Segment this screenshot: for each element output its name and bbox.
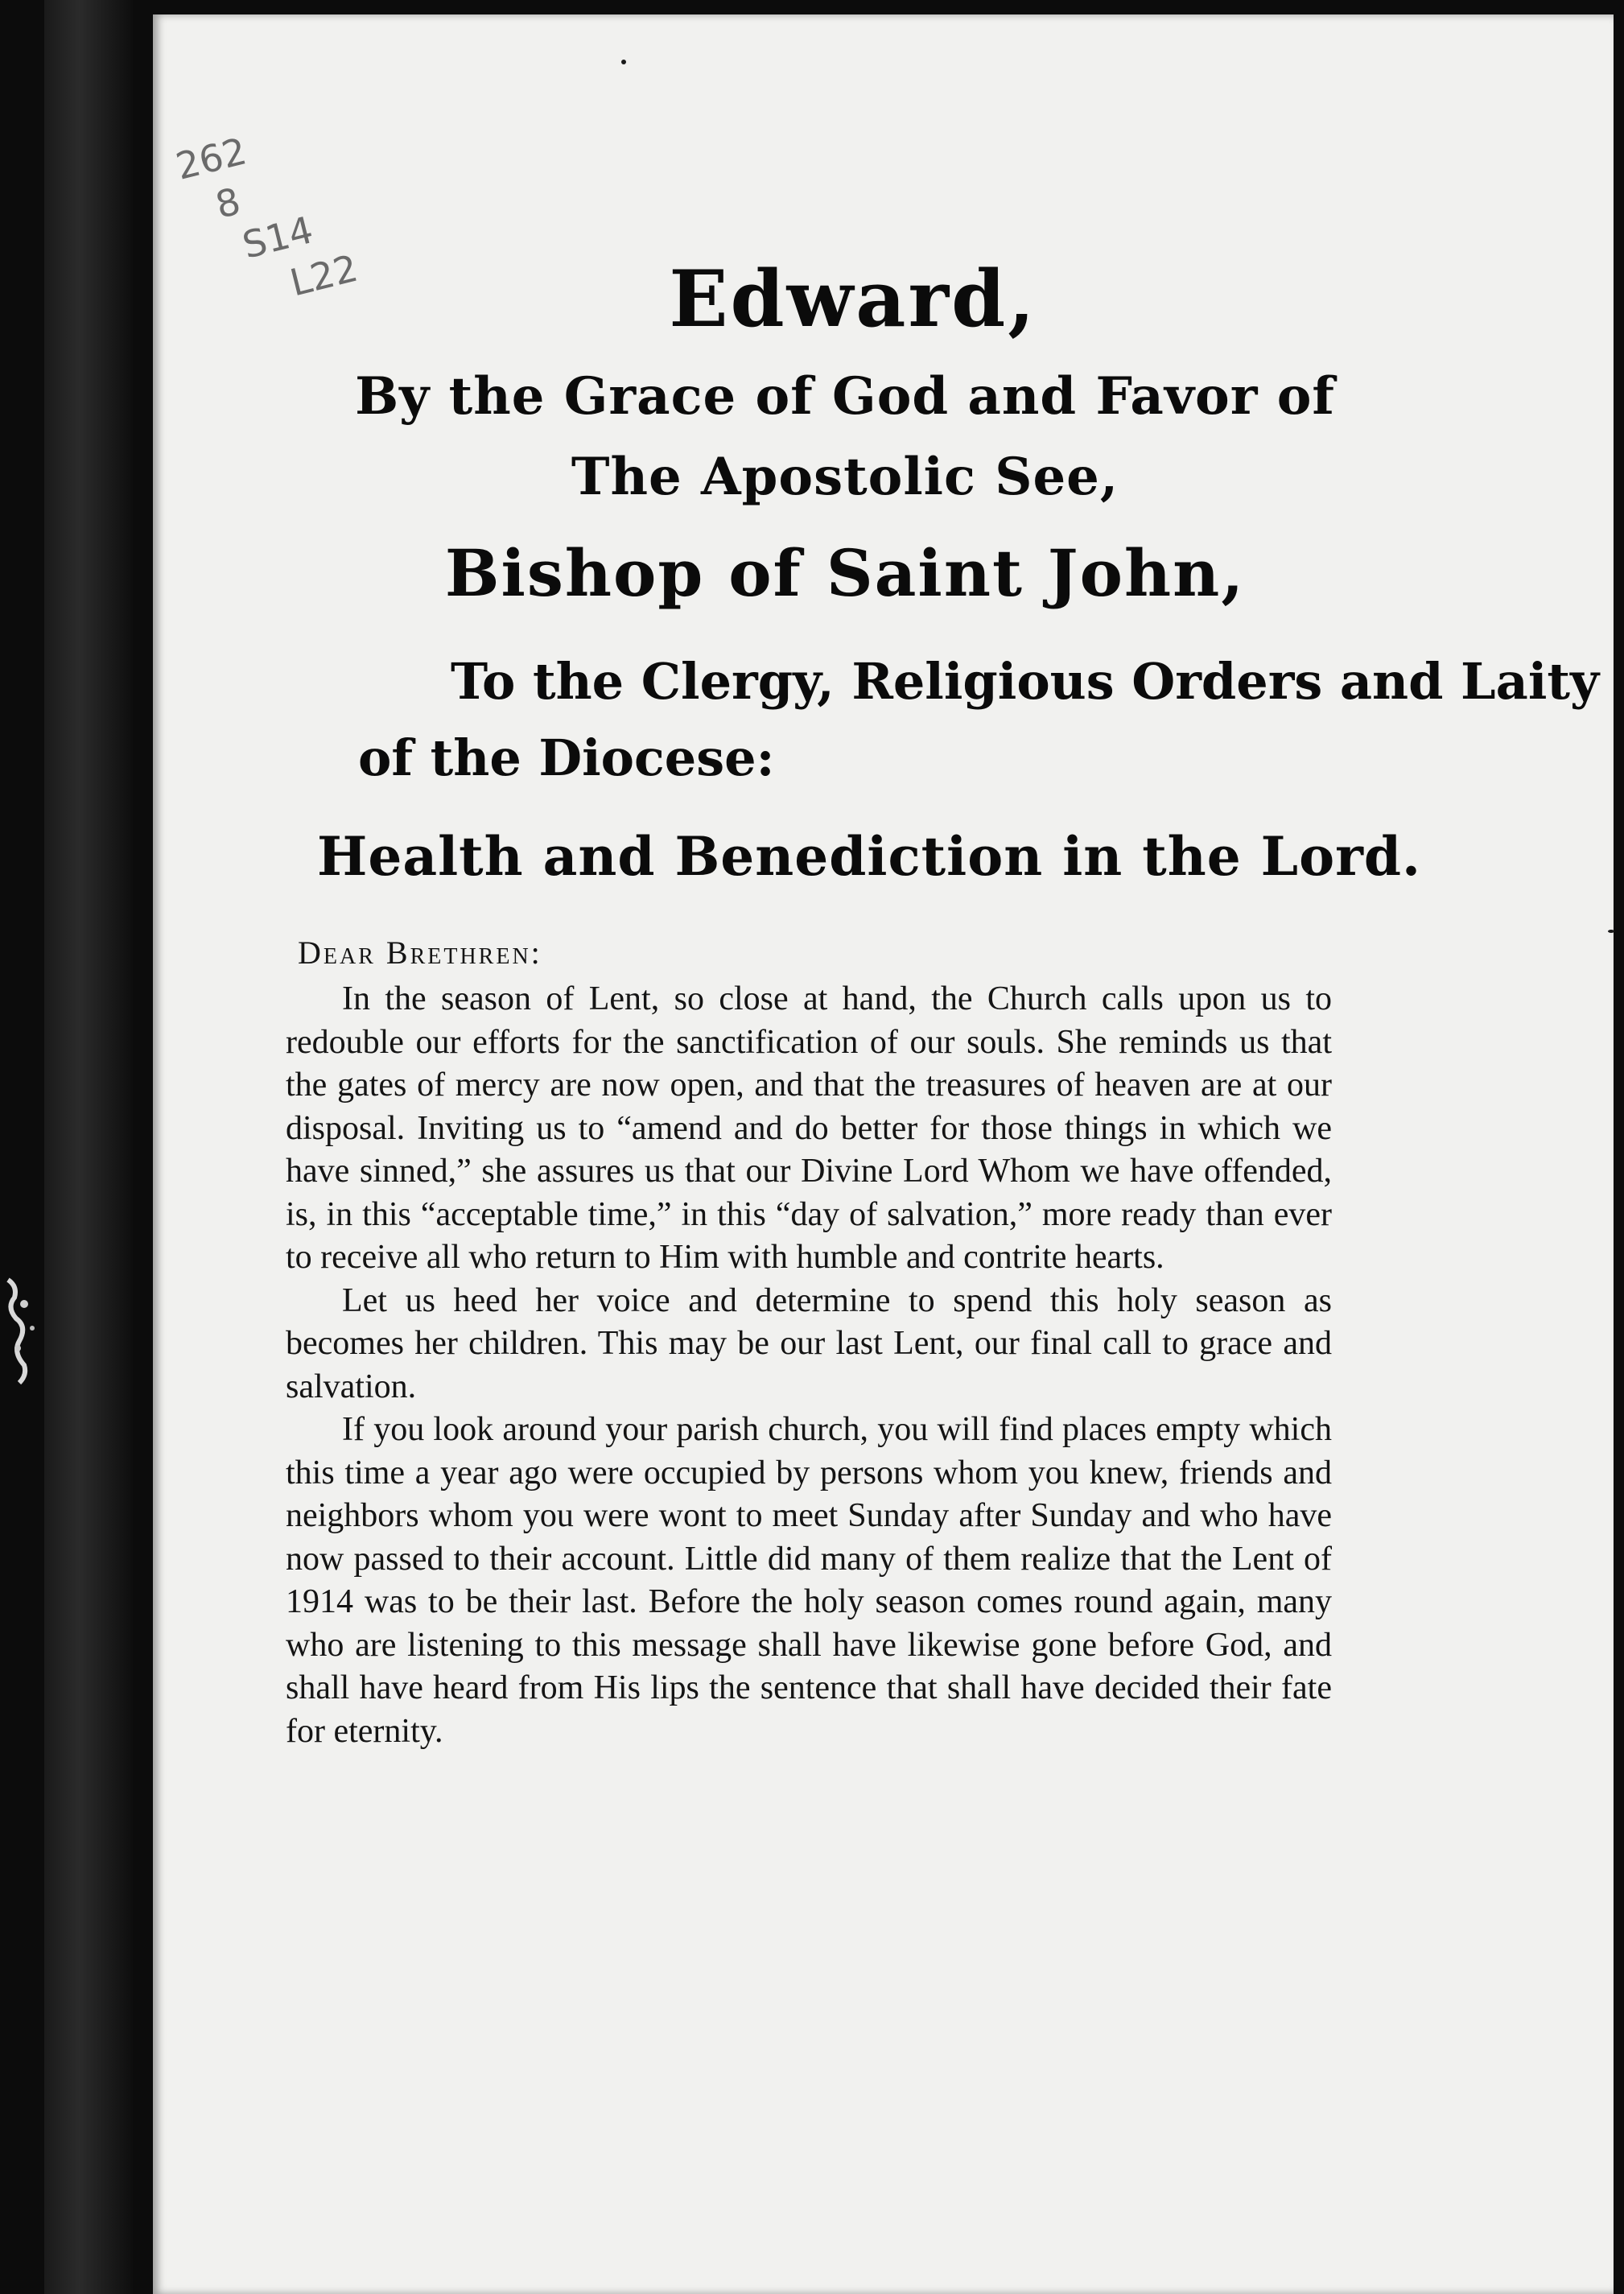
paragraph: Let us heed her voice and determine to spend this holy season as becomes her children. This may be our last Lent, our final call to grace and salvation. <box>286 1281 1332 1405</box>
heading-see-line: The Apostolic See, <box>571 447 1119 507</box>
ink-speck <box>1608 930 1614 933</box>
page-edge-damage <box>0 1272 48 1392</box>
heading-greeting: Health and Benediction in the Lord. <box>316 825 1421 888</box>
pencil-note: S14 <box>237 208 318 267</box>
heading-address-line-1: To the Clergy, Religious Orders and Laity <box>451 652 1600 711</box>
pencil-note: L22 <box>286 245 362 305</box>
heading-name: Edward, <box>669 254 1037 345</box>
heading-grace-line: By the Grace of God and Favor of <box>355 366 1335 427</box>
heading-bishop-line: Bishop of Saint John, <box>444 535 1246 611</box>
heading-address-line-2: of the Diocese: <box>358 728 775 787</box>
letter-body <box>286 978 1332 1753</box>
paragraph: In the season of Lent, so close at hand, the Church calls upon us to redouble our efforts for the sanctification of our souls. She reminds us that the gates of mercy are now open, and that the treasures of heaven are at our disposal. Inviting us to “amend and do better for those things in which we have sinned,” she assures us that our Divine Lord Whom we have offended, is, in this “acceptable time,” in this “day of salvation,” more ready than ever to receive all who return to Him with humble and contrite hearts. <box>286 980 1332 1276</box>
book-binding <box>44 0 133 2294</box>
pencil-note: 262 <box>171 129 251 188</box>
salutation: Dear Brethren: <box>298 935 542 971</box>
pencil-note: 8 <box>211 179 245 227</box>
ink-speck <box>621 60 626 64</box>
paragraph: If you look around your parish church, you will find places empty which this time a year ago were occupied by persons whom you knew, friends and neighbors whom you were wont to meet Sunday after Sunday and who have now passed to their account. Little did many of them realize that the Lent of 1914 was to be their last. Before the holy season comes round again, many who are listening to this message shall have likewise gone before God, and shall have heard from His lips the sentence that shall have decided their fate for eternity. <box>286 1411 1332 1750</box>
